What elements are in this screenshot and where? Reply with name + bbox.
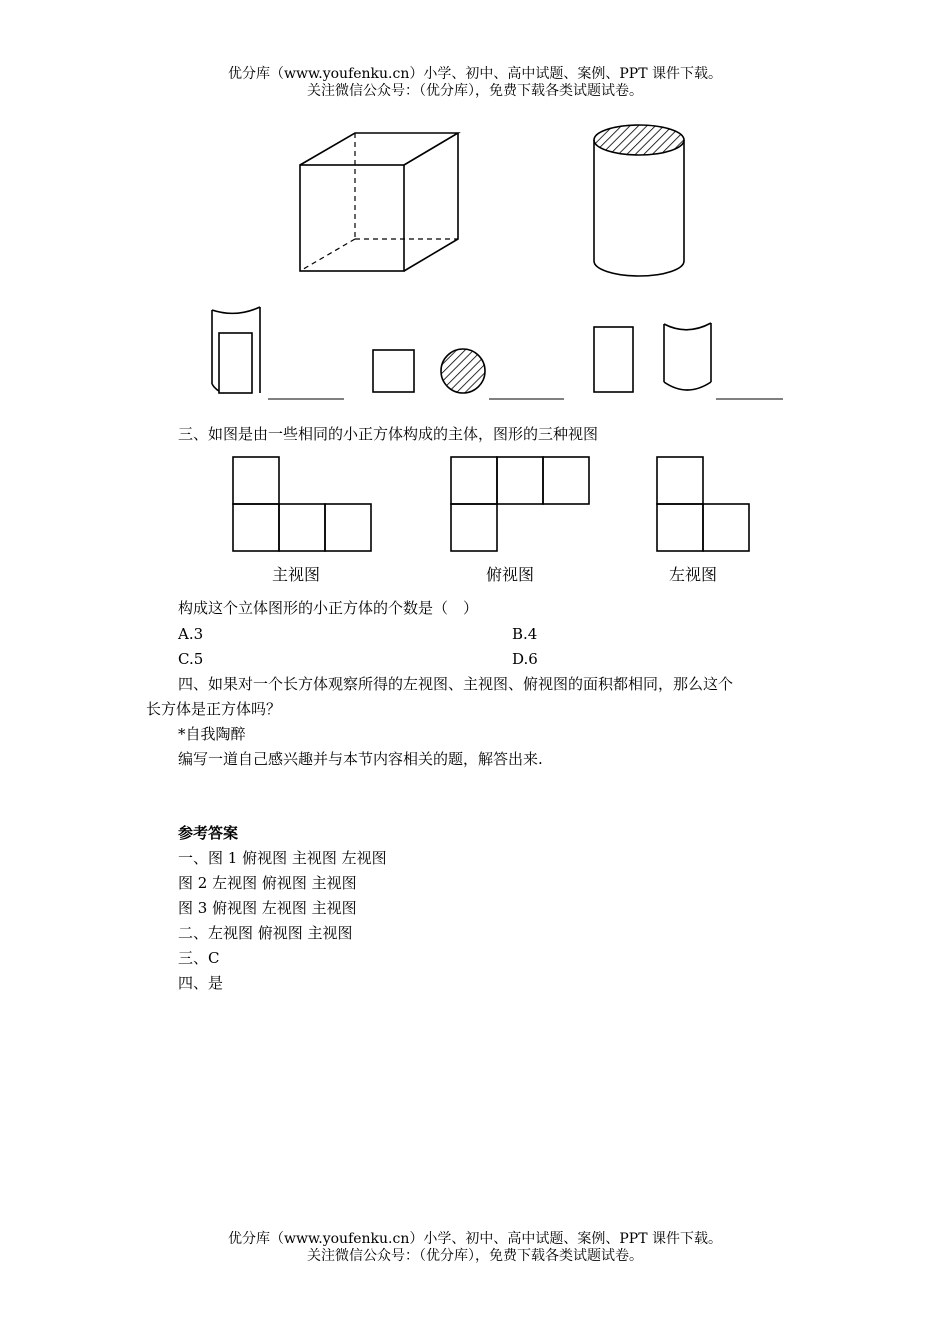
label-left-view: 左视图 xyxy=(668,565,718,584)
option-b: B.4 xyxy=(512,625,538,643)
front-view-grid xyxy=(233,457,371,551)
q3-stem: 三、如图是由一些相同的小正方体构成的主体，图形的三种视图 xyxy=(178,425,599,443)
answer-line: 一、图 1 俯视图 主视图 左视图 xyxy=(178,849,387,867)
footer-line-2: 关注微信公众号：（优分库），免费下载各类试题试卷。 xyxy=(307,1248,643,1264)
q3-question: 构成这个立体图形的小正方体的个数是（ ） xyxy=(178,599,479,617)
self-title: *自我陶醉 xyxy=(178,725,246,743)
cube-figure xyxy=(300,133,458,271)
answer-line: 图 3 俯视图 左视图 主视图 xyxy=(178,899,357,917)
self-text: 编写一道自己感兴趣并与本节内容相关的题，解答出来. xyxy=(178,750,543,768)
view-square-and-circle xyxy=(373,349,485,393)
cylinder-figure xyxy=(594,125,684,276)
option-c: C.5 xyxy=(178,650,204,668)
header-line-2: 关注微信公众号：（优分库），免费下载各类试题试卷。 xyxy=(307,83,643,99)
label-top-view: 俯视图 xyxy=(485,565,535,584)
header-line-1: 优分库（www.youfenku.cn）小学、初中、高中试题、案例、PPT 课件下载。 xyxy=(227,66,722,82)
page-footer xyxy=(0,1231,950,1265)
option-a: A.3 xyxy=(178,625,204,643)
answer-line: 图 2 左视图 俯视图 主视图 xyxy=(178,874,357,892)
answer-line: 三、C xyxy=(178,949,220,967)
left-view-grid xyxy=(657,457,749,551)
view-rect-and-curved xyxy=(594,323,711,392)
footer-line-1: 优分库（www.youfenku.cn）小学、初中、高中试题、案例、PPT 课件下载。 xyxy=(227,1231,722,1247)
figures-diagram xyxy=(0,0,950,600)
option-d: D.6 xyxy=(512,650,538,668)
answer-line: 二、左视图 俯视图 主视图 xyxy=(178,924,353,942)
q4-line-1: 四、如果对一个长方体观察所得的左视图、主视图、俯视图的面积都相同，那么这个 xyxy=(178,675,734,693)
q4-line-2: 长方体是正方体吗？ xyxy=(146,700,282,718)
answers-title: 参考答案 xyxy=(178,824,239,842)
top-view-grid xyxy=(451,457,589,551)
label-front-view: 主视图 xyxy=(271,565,321,584)
view-curved-with-rect xyxy=(212,307,260,393)
answer-line: 四、是 xyxy=(178,974,224,992)
